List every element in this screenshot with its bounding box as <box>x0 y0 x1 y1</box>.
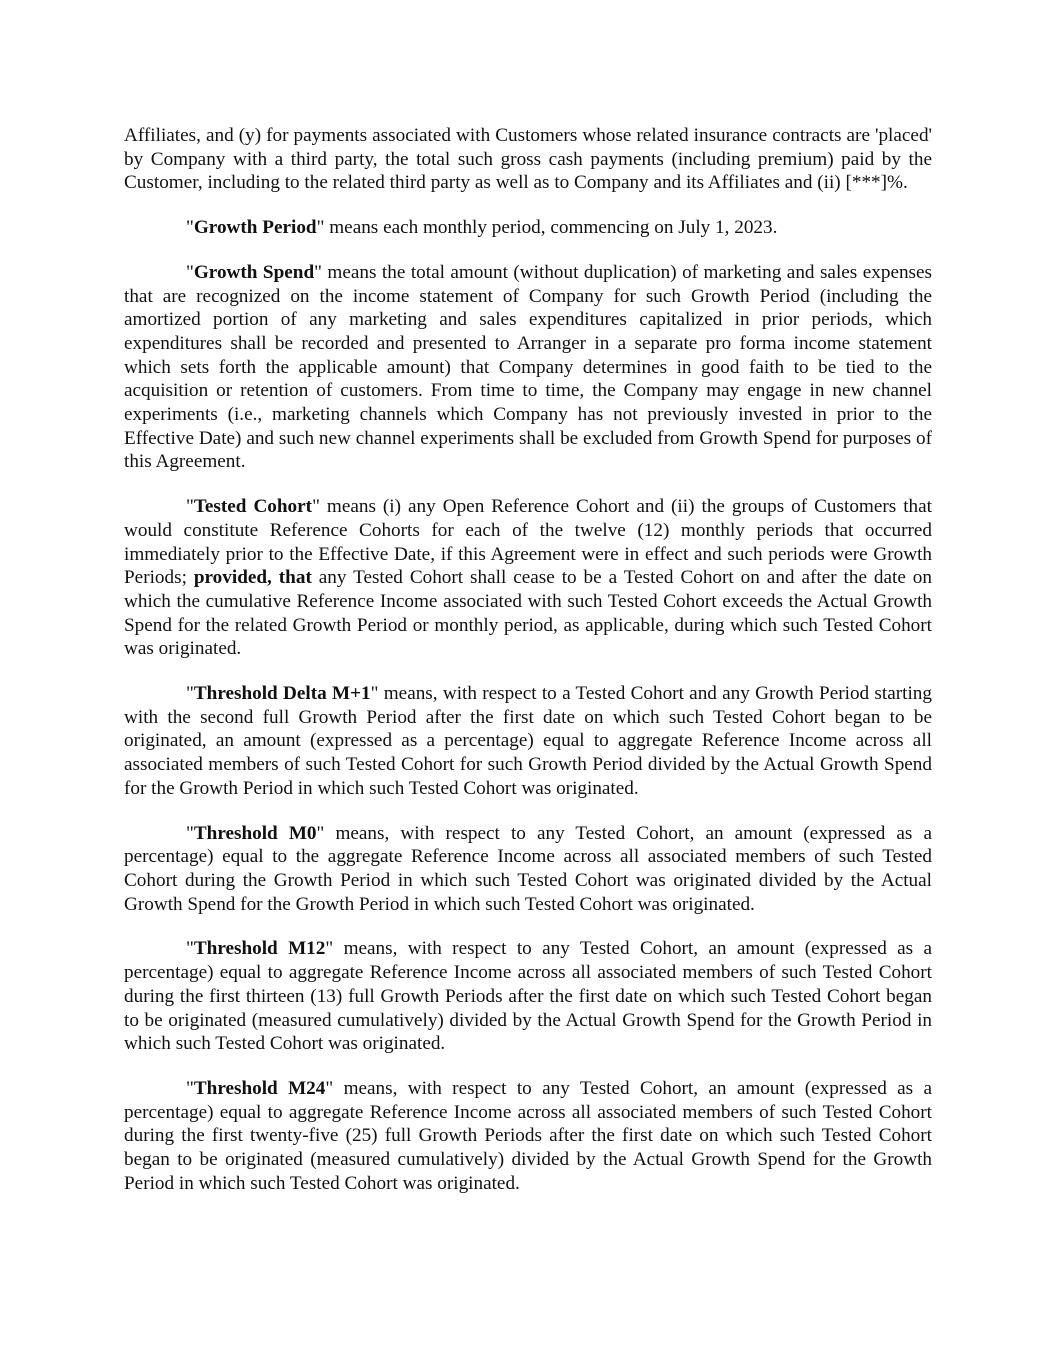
close-quote: " <box>312 496 320 518</box>
defined-term: Threshold M24 <box>193 1077 326 1099</box>
open-quote: " <box>186 1077 194 1099</box>
definition-text: means (i) any Open Reference Cohort and (ii) the groups of Customers that would constitute Reference Cohorts for each of the twelve (12) monthly periods that occurred immediately prior to the Effective Date, if this Agreement were in effect and such periods were Growth Periods; <box>124 496 932 589</box>
close-quote: " <box>316 822 325 844</box>
definition-text: means, with respect to any Tested Cohort, an amount (expressed as a percentage) equal to the aggregate Reference Income across all associated members of such Tested Cohort during the Growth Period in which such Tested Cohort was originated divided by the Actual Growth Spend for the Growth Period in which such Tested Cohort was originated. <box>124 822 933 915</box>
defined-term: Growth Period <box>193 217 317 239</box>
defined-term: Growth Spend <box>193 261 315 283</box>
open-quote: " <box>186 496 194 518</box>
definition-text: means, with respect to any Tested Cohort, an amount (expressed as a percentage) equal to aggregate Reference Income across all associated members of such Tested Cohort during the first twenty-five (25) full Growth Periods after the first date on which such Tested Cohort began to be originated (measured cumulatively) divided by the Actual Growth Spend for the Growth Period in which such Tested Cohort was originated. <box>124 1077 932 1194</box>
defined-term: Threshold M0 <box>193 822 317 844</box>
definition-text: means, with respect to a Tested Cohort and any Growth Period starting with the second full Growth Period after the first date on which such Tested Cohort began to be originated, an amount (expressed as a percentage) equal to aggregate Reference Income across all associated members of such Tested Cohort for such Growth Period divided by the Actual Growth Spend for the Growth Period in which such Tested Cohort was originated. <box>124 683 932 799</box>
definition-text: means the total amount (without duplication) of marketing and sales expenses that are recognized on the income statement of Company for such Growth Period (including the amortized portion of any marketing and sales expenditures capitalized in prior periods, which expenditures shall be recorded and presented to Arranger in a separate pro forma income statement which sets forth the applicable amount) that Company determines in good faith to be tied to the acquisition or retention of customers. From time to time, the Company may engage in new channel experiments (i.e., marketing channels which Company has not previously invested in prior to the Effective Date) and such new channel experiments shall be excluded from Growth Spend for purposes of this Agreement. <box>124 261 932 473</box>
proviso-phrase: provided, that <box>193 567 312 589</box>
definition-threshold-m0 <box>124 822 932 917</box>
close-quote: " <box>325 1077 334 1099</box>
close-quote: " <box>316 217 325 239</box>
definition-text: means each monthly period, commencing on July 1, 2023. <box>324 217 778 239</box>
document-page <box>124 124 932 1216</box>
defined-term: Threshold M12 <box>193 938 326 960</box>
continuation-paragraph: Affiliates, and (y) for payments associated with Customers whose related insurance contracts are 'placed' by Company with a third party, the total such gross cash payments (including premium) paid by the Customer, including to the related third party as well as to Company and its Affiliates and (ii) [***]%. <box>124 125 932 194</box>
close-quote: " <box>325 938 334 960</box>
open-quote: " <box>186 683 194 705</box>
defined-term: Threshold Delta M+1 <box>193 683 371 705</box>
close-quote: " <box>370 683 379 705</box>
open-quote: " <box>186 938 194 960</box>
definition-threshold-m12 <box>124 937 932 1056</box>
definition-text-continued: any Tested Cohort shall cease to be a Tested Cohort on and after the date on which the cumulative Reference Income associated with such Tested Cohort exceeds the Actual Growth Spend for the related Growth Period or monthly period, as applicable, during which such Tested Cohort was originated. <box>124 567 932 660</box>
definition-growth-spend <box>124 261 932 474</box>
close-quote: " <box>314 261 322 283</box>
open-quote: " <box>186 261 194 283</box>
definition-growth-period <box>124 216 932 240</box>
defined-term: Tested Cohort <box>193 496 313 518</box>
definition-threshold-m24 <box>124 1077 932 1196</box>
open-quote: " <box>186 217 194 239</box>
definition-threshold-delta-m1 <box>124 682 932 801</box>
definition-text: means, with respect to any Tested Cohort, an amount (expressed as a percentage) equal to aggregate Reference Income across all associated members of such Tested Cohort during the first thirteen (13) full Growth Periods after the first date on which such Tested Cohort began to be originated (measured cumulatively) divided by the Actual Growth Spend for the Growth Period in which such Tested Cohort was originated. <box>124 938 932 1055</box>
open-quote: " <box>186 822 194 844</box>
definition-tested-cohort <box>124 495 932 661</box>
